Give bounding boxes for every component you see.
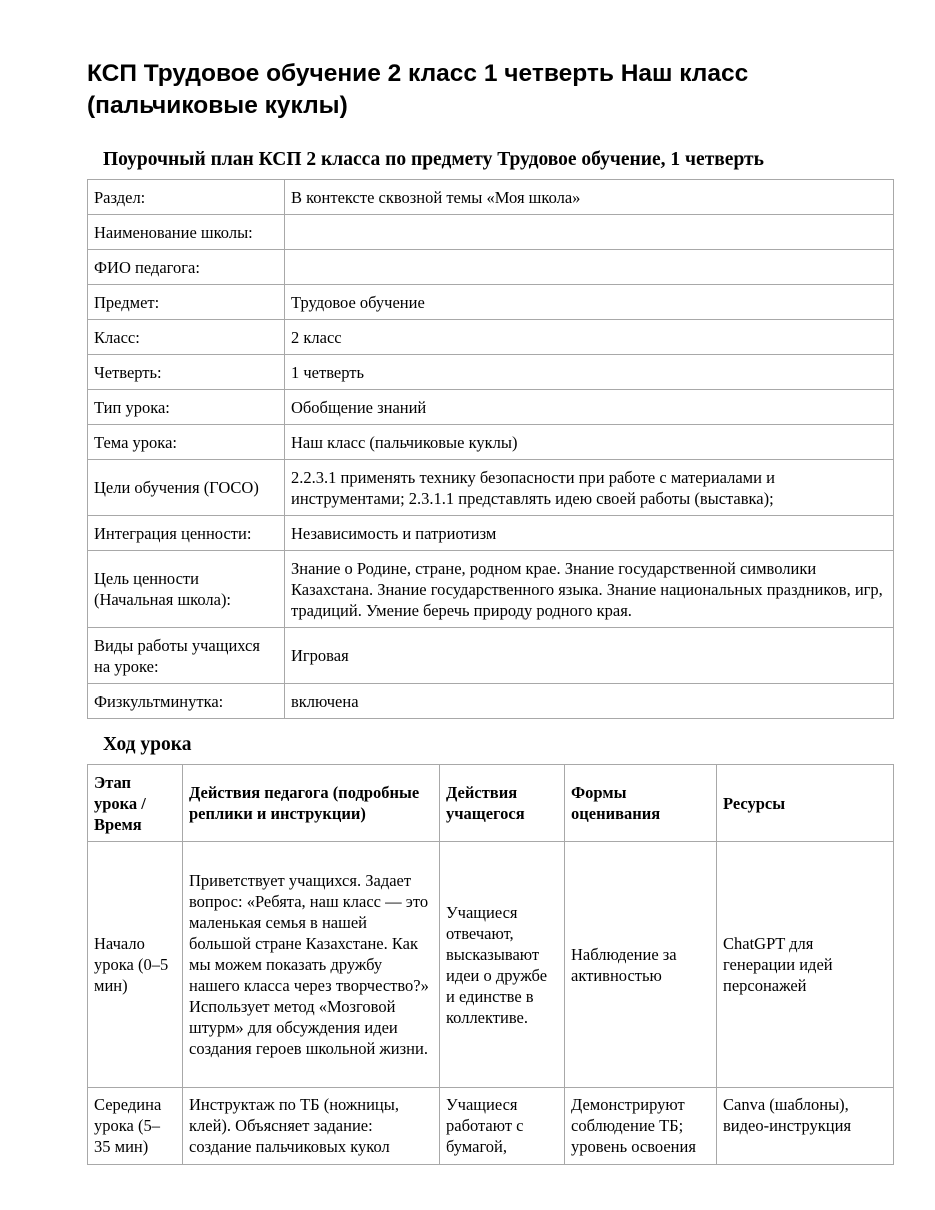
info-value: 2.2.3.1 применять технику безопасности при работе с материалами и инструментами; 2.3.1.1 представлять идею своей работы (выставка); <box>285 460 894 516</box>
info-row <box>88 355 894 390</box>
info-label: Физкультминутка: <box>88 684 285 719</box>
info-row <box>88 285 894 320</box>
header-student-actions: Действия учащегося <box>440 765 565 842</box>
teacher-actions-cell: Инструктаж по ТБ (ножницы, клей). Объясняет задание: создание пальчиковых кукол <box>183 1088 440 1165</box>
resources-cell: ChatGPT для генерации идей персонажей <box>717 842 894 1088</box>
info-value <box>285 250 894 285</box>
info-label: Тип урока: <box>88 390 285 425</box>
info-label: Тема урока: <box>88 425 285 460</box>
info-value: Обобщение знаний <box>285 390 894 425</box>
header-assessment: Формы оценивания <box>565 765 717 842</box>
student-actions-cell: Учащиеся отвечают, высказывают идеи о дружбе и единстве в коллективе. <box>440 842 565 1088</box>
info-label: Раздел: <box>88 180 285 215</box>
info-value: включена <box>285 684 894 719</box>
assessment-cell: Демонстрируют соблюдение ТБ; уровень освоения <box>565 1088 717 1165</box>
header-teacher-actions: Действия педагога (подробные реплики и инструкции) <box>183 765 440 842</box>
info-row <box>88 425 894 460</box>
resources-cell: Canva (шаблоны), видео-инструкция <box>717 1088 894 1165</box>
table-row <box>88 1088 894 1165</box>
assessment-cell: Наблюдение за активностью <box>565 842 717 1088</box>
info-label: Интеграция ценности: <box>88 516 285 551</box>
lesson-info-table <box>87 179 894 719</box>
header-stage: Этап урока / Время <box>88 765 183 842</box>
info-row <box>88 551 894 628</box>
info-value: 1 четверть <box>285 355 894 390</box>
info-label: ФИО педагога: <box>88 250 285 285</box>
info-row <box>88 516 894 551</box>
info-value: В контексте сквозной темы «Моя школа» <box>285 180 894 215</box>
info-row <box>88 250 894 285</box>
info-row <box>88 320 894 355</box>
info-row <box>88 180 894 215</box>
info-value: Наш класс (пальчиковые куклы) <box>285 425 894 460</box>
info-value: Независимость и патриотизм <box>285 516 894 551</box>
info-label: Класс: <box>88 320 285 355</box>
info-value: Трудовое обучение <box>285 285 894 320</box>
info-value: Знание о Родине, стране, родном крае. Знание государственной символики Казахстана. Знание государственного языка. Знание национальных праздников, игр, традиций. Умение беречь природу родного края. <box>285 551 894 628</box>
info-label: Цели обучения (ГОСО) <box>88 460 285 516</box>
info-label: Виды работы учащихся на уроке: <box>88 628 285 684</box>
info-value <box>285 215 894 250</box>
student-actions-cell: Учащиеся работают с бумагой, <box>440 1088 565 1165</box>
lesson-flow-table <box>87 764 894 1165</box>
teacher-actions-cell: Приветствует учащихся. Задает вопрос: «Ребята, наш класс — это маленькая семья в нашей большой стране Казахстане. Как мы можем показать дружбу нашего класса через творчество?» Использует метод «Мозговой штурм» для обсуждения идеи создания героев школьной жизни. <box>183 842 440 1088</box>
info-label: Наименование школы: <box>88 215 285 250</box>
info-row <box>88 215 894 250</box>
document-title: КСП Трудовое обучение 2 класс 1 четверть Наш класс (пальчиковые куклы) <box>87 60 749 119</box>
header-resources: Ресурсы <box>717 765 894 842</box>
plan-heading: Поурочный план КСП 2 класса по предмету Трудовое обучение, 1 четверть <box>103 149 764 170</box>
info-label: Предмет: <box>88 285 285 320</box>
table-header-row <box>88 765 894 842</box>
stage-cell: Начало урока (0–5 мин) <box>88 842 183 1088</box>
info-value: 2 класс <box>285 320 894 355</box>
info-row <box>88 628 894 684</box>
info-label: Цель ценности (Начальная школа): <box>88 551 285 628</box>
info-row <box>88 390 894 425</box>
info-row <box>88 460 894 516</box>
stage-cell: Середина урока (5–35 мин) <box>88 1088 183 1165</box>
lesson-flow-heading: Ход урока <box>103 734 192 755</box>
info-label: Четверть: <box>88 355 285 390</box>
info-value: Игровая <box>285 628 894 684</box>
table-row <box>88 842 894 1088</box>
info-row <box>88 684 894 719</box>
